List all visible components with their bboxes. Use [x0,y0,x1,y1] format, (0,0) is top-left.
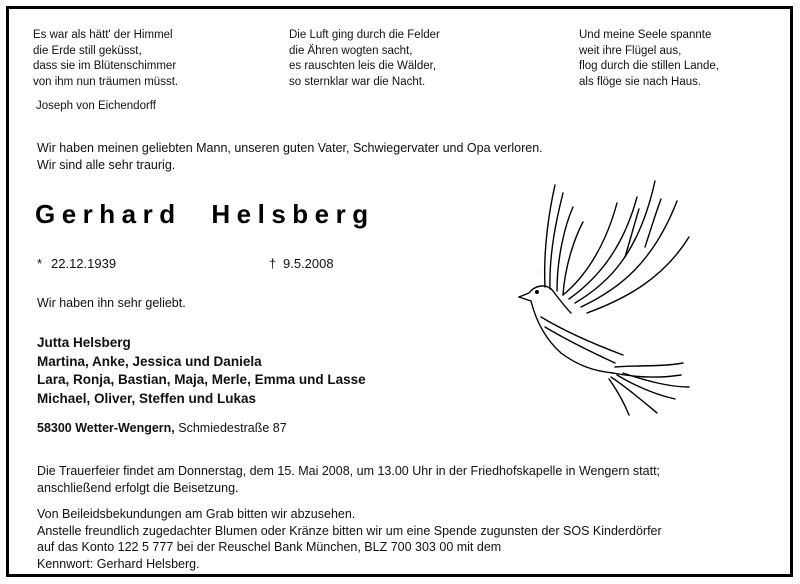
intro-text [37,140,543,174]
poem-line: es rauschten leis die Wälder, [289,60,437,72]
funeral-line: Die Trauerfeier findet am Donnerstag, dem 15. Mai 2008, um 13.00 Uhr in der Friedhofskapelle in Wengern statt; [37,464,661,478]
intro-line: Wir sind alle sehr traurig. [37,158,176,172]
death-cross-icon: † [269,256,277,271]
obituary-notice [6,6,793,577]
poem-stanza-2 [289,28,440,90]
poem-stanza-1 [33,28,178,90]
dove-icon [505,167,695,417]
intro-line: Wir haben meinen geliebten Mann, unseren guten Vater, Schwiegervater und Opa verloren. [37,141,543,155]
family-list [37,334,366,408]
family-line: Jutta Helsberg [37,335,131,350]
death-date [269,256,334,271]
donation-line: auf das Konto 122 5 777 bei der Reuschel Bank München, BLZ 700 303 00 mit dem [37,540,502,554]
poem-line: Die Luft ging durch die Felder [289,29,440,41]
poem-author: Joseph von Eichendorff [36,100,156,112]
poem-line: dass sie im Blütenschimmer [33,60,177,72]
donation-line: Kennwort: Gerhard Helsberg. [37,556,200,571]
address-city: 58300 Wetter-Wengern, [37,421,175,435]
birth-star-icon: * [37,256,43,271]
poem-line: Und meine Seele spannte [579,29,712,41]
poem-line: so sternklar war die Nacht. [289,75,426,88]
poem-line: die Erde still geküsst, [33,44,142,57]
loved-text: Wir haben ihn sehr geliebt. [37,296,186,310]
birth-date-value: 22.12.1939 [51,256,117,271]
funeral-info [37,463,660,496]
death-date-value: 9.5.2008 [283,256,334,271]
poem-line: die Ähren wogten sacht, [289,44,413,57]
address [37,421,287,435]
poem-line: als flöge sie nach Haus. [579,75,702,88]
deceased-name: Gerhard Helsberg [35,199,375,229]
poem-line: flog durch die stillen Lande, [579,60,720,72]
poem-line: Es war als hätt' der Himmel [33,29,173,41]
donation-line: Von Beileidsbekundungen am Grab bitten wir abzusehen. [37,507,356,521]
poem-line: weit ihre Flügel aus, [579,44,682,57]
donation-line: Anstelle freundlich zugedachter Blumen oder Kränze bitten wir um eine Spende zugunsten der SOS Kinderdörfer [37,523,662,538]
donation-info [37,506,662,572]
birth-date [37,256,116,271]
address-street: Schmiedestraße 87 [178,421,287,435]
funeral-line: anschließend erfolgt die Beisetzung. [37,480,239,495]
family-line: Michael, Oliver, Steffen und Lukas [37,390,257,406]
poem-stanza-3 [579,28,719,90]
family-line: Martina, Anke, Jessica und Daniela [37,353,262,369]
poem-line: von ihm nun träumen müsst. [33,75,179,88]
family-line: Lara, Ronja, Bastian, Maja, Merle, Emma und Lasse [37,372,366,387]
